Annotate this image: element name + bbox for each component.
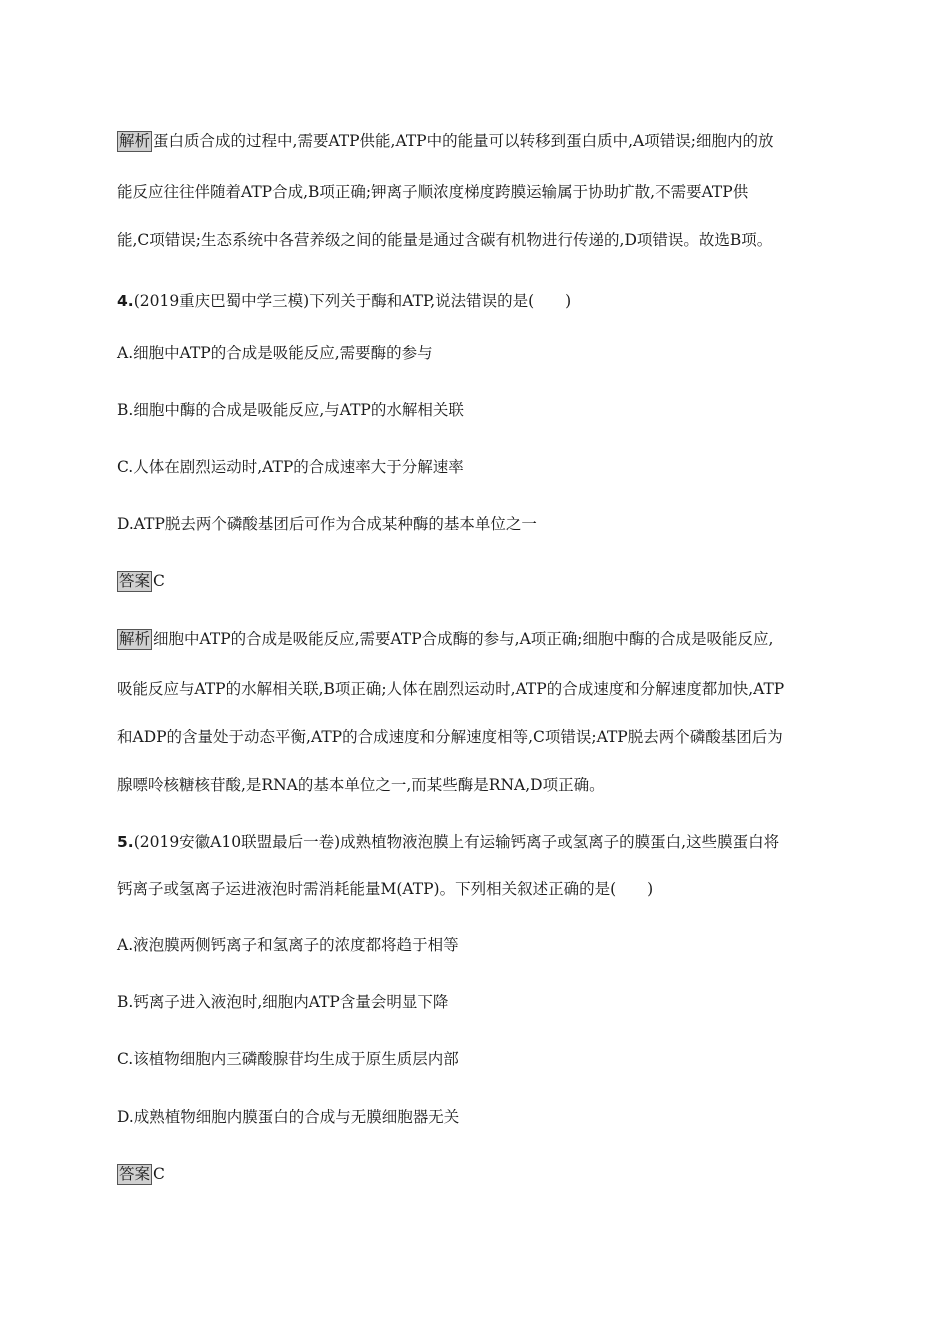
analysis-text: 蛋白质合成的过程中,需要ATP供能,ATP中的能量可以转移到蛋白质中,A项错误;细胞内的放 (153, 132, 774, 150)
question-number: 5. (117, 833, 134, 851)
answer-tag: 答案 (119, 1165, 151, 1183)
q3-analysis-line-1 (117, 130, 837, 152)
q4-option-d: D.ATP脱去两个磷酸基团后可作为合成某种酶的基本单位之一 (117, 515, 537, 533)
question-number: 4. (117, 292, 134, 310)
q5-option-d: D.成熟植物细胞内膜蛋白的合成与无膜细胞器无关 (117, 1108, 460, 1126)
q5-option-c: C.该植物细胞内三磷酸腺苷均生成于原生质层内部 (117, 1050, 459, 1068)
q4-answer (117, 570, 837, 592)
q5-stem-line-2: 钙离子或氢离子运进液泡时需消耗能量M(ATP)。下列相关叙述正确的是( ) (117, 880, 654, 898)
q4-analysis-line-4: 腺嘌呤核糖核苷酸,是RNA的基本单位之一,而某些酶是RNA,D项正确。 (117, 776, 605, 794)
analysis-tag: 解析 (119, 630, 151, 648)
q5-answer (117, 1163, 837, 1185)
question-stem: (2019安徽A10联盟最后一卷)成熟植物液泡膜上有运输钙离子或氢离子的膜蛋白,这些膜蛋白将 (133, 833, 780, 851)
analysis-text: 细胞中ATP的合成是吸能反应,需要ATP合成酶的参与,A项正确;细胞中酶的合成是吸能反应, (153, 630, 774, 648)
q4-analysis-line-2: 吸能反应与ATP的水解相关联,B项正确;人体在剧烈运动时,ATP的合成速度和分解速度都加快,ATP (117, 680, 785, 698)
q4-option-a: A.细胞中ATP的合成是吸能反应,需要酶的参与 (117, 344, 433, 362)
answer-value: C (153, 1165, 165, 1183)
q4-stem (117, 290, 837, 312)
answer-value: C (153, 572, 165, 590)
q4-analysis-line-1 (117, 628, 837, 650)
q5-option-b: B.钙离子进入液泡时,细胞内ATP含量会明显下降 (117, 993, 449, 1011)
analysis-tag: 解析 (119, 132, 151, 150)
q4-option-c: C.人体在剧烈运动时,ATP的合成速率大于分解速率 (117, 458, 464, 476)
q3-analysis-line-3: 能,C项错误;生态系统中各营养级之间的能量是通过含碳有机物进行传递的,D项错误。故选B项。 (117, 231, 773, 249)
q3-analysis-line-2: 能反应往往伴随着ATP合成,B项正确;钾离子顺浓度梯度跨膜运输属于协助扩散,不需要ATP供 (117, 183, 749, 201)
q4-analysis-line-3: 和ADP的含量处于动态平衡,ATP的合成速度和分解速度相等,C项错误;ATP脱去两个磷酸基团后为 (117, 728, 783, 746)
q5-option-a: A.液泡膜两侧钙离子和氢离子的浓度都将趋于相等 (117, 936, 459, 954)
q5-stem-line-1 (117, 831, 837, 853)
question-stem: (2019重庆巴蜀中学三模)下列关于酶和ATP,说法错误的是( ) (133, 292, 572, 310)
answer-tag: 答案 (119, 572, 151, 590)
q4-option-b: B.细胞中酶的合成是吸能反应,与ATP的水解相关联 (117, 401, 464, 419)
